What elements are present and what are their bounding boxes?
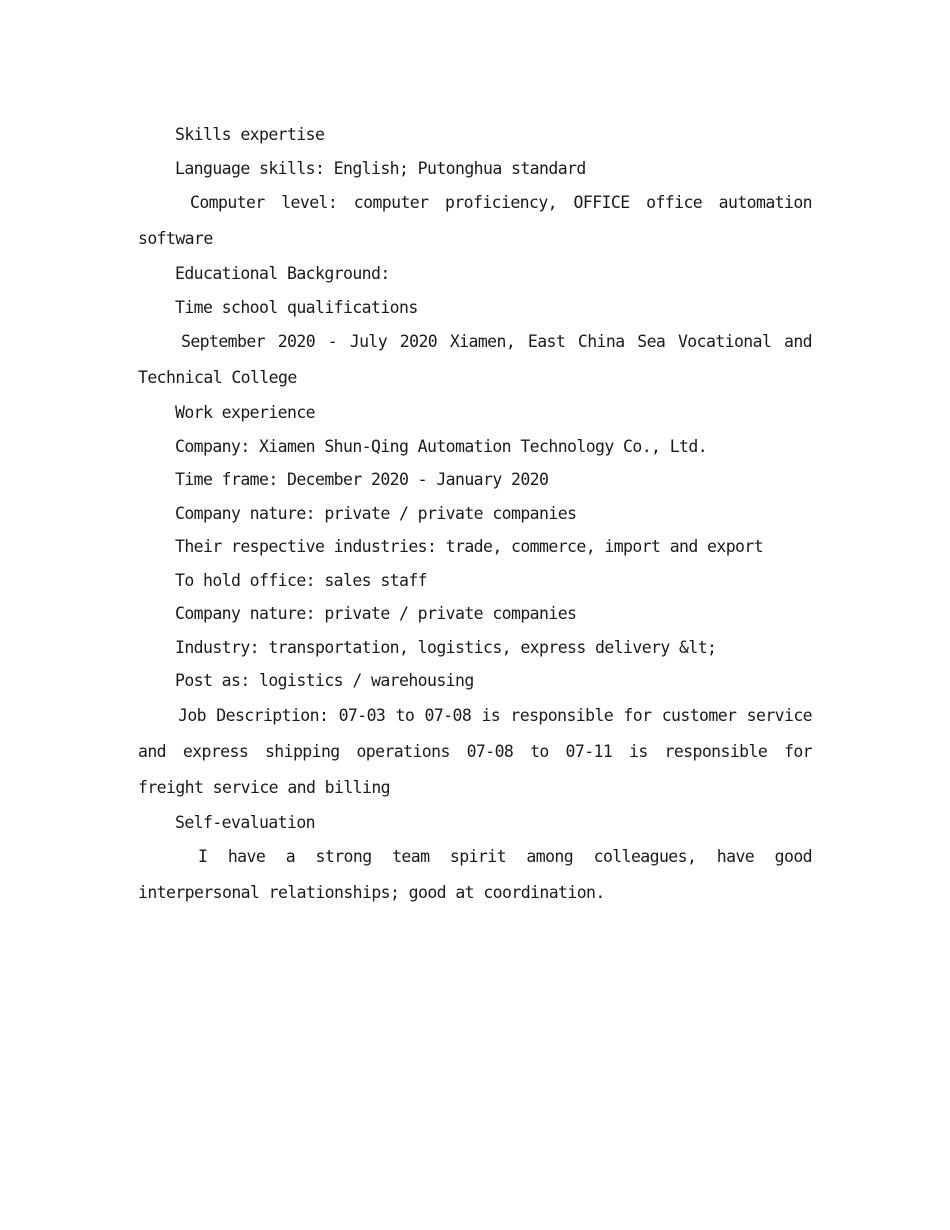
- education-columns-line: Time school qualifications: [175, 297, 418, 317]
- self-evaluation-text: I have a strong team spirit among colleagues, have good interpersonal relationships; good at coordination.: [138, 847, 812, 902]
- company-nature-line-2: Company nature: private / private companies: [175, 604, 577, 623]
- document-body: [138, 118, 812, 911]
- job-description-line: Job Description: 07-03 to 07-08 is responsible for customer service and express shipping operations 07-08 to 07-11 is responsible for freight service and billing: [138, 705, 812, 797]
- time-frame-line: Time frame: December 2020 - January 2020: [175, 470, 549, 489]
- section-heading-work: Work experience: [175, 403, 316, 422]
- language-skills-line: Language skills: English; Putonghua standard: [175, 158, 586, 178]
- section-heading-education: Educational Background:: [175, 264, 390, 283]
- company-nature-line: Company nature: private / private companies: [175, 503, 577, 523]
- office-line: To hold office: sales staff: [175, 570, 428, 590]
- section-heading-skills: Skills expertise: [175, 125, 325, 144]
- section-heading-self-evaluation: Self-evaluation: [175, 812, 316, 832]
- education-entry-line: September 2020 - July 2020 Xiamen, East China Sea Vocational and Technical College: [138, 332, 812, 387]
- computer-level-line: Computer level: computer proficiency, OFFICE office automation software: [138, 193, 812, 248]
- post-line: Post as: logistics / warehousing: [175, 671, 474, 690]
- company-line: Company: Xiamen Shun-Qing Automation Technology Co., Ltd.: [175, 436, 708, 456]
- industries-line: Their respective industries: trade, commerce, import and export: [175, 537, 764, 556]
- industry-line: Industry: transportation, logistics, express delivery &lt;: [175, 637, 717, 657]
